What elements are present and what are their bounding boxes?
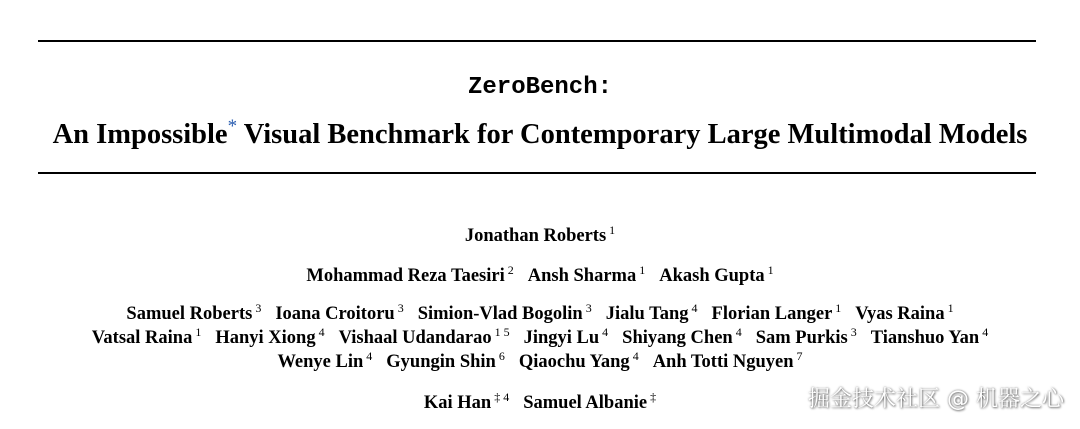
- author-affiliation: 7: [796, 349, 803, 363]
- author-affiliation: 4: [735, 325, 742, 339]
- author: [518, 349, 639, 372]
- author-affiliation: 4: [318, 325, 325, 339]
- author: [527, 263, 646, 286]
- author: [386, 349, 505, 372]
- author: [464, 223, 616, 246]
- title-footnote-star: *: [227, 116, 238, 137]
- paper-title: [0, 110, 1080, 152]
- author-affiliation: 4: [366, 349, 373, 363]
- author: [659, 263, 774, 286]
- bottom-rule: [38, 172, 1036, 174]
- title-part-a: An Impossible: [52, 119, 228, 150]
- author-name: Ansh Sharma: [527, 266, 637, 286]
- author: [523, 390, 657, 413]
- title-part-b: Visual Benchmark for Contemporary Large Multimodal Models: [237, 119, 1028, 150]
- author-name: Samuel Roberts: [126, 304, 253, 324]
- top-rule: [38, 40, 1036, 42]
- author-row: [0, 218, 1080, 248]
- author-name: Akash Gupta: [659, 266, 765, 286]
- author-name: Jonathan Roberts: [464, 226, 607, 246]
- author-name: Anh Totti Nguyen: [652, 352, 794, 372]
- author-name: Kai Han: [423, 393, 492, 413]
- author-name: Gyungin Shin: [386, 352, 496, 372]
- author: [306, 263, 514, 286]
- author-affiliation: 1: [767, 263, 774, 277]
- author-row: [0, 258, 1080, 288]
- paper-title-short: ZeroBench:: [467, 74, 613, 101]
- author-affiliation: 3: [397, 301, 404, 315]
- author-name: Jialu Tang: [605, 304, 689, 324]
- author-name: Vatsal Raina: [91, 328, 193, 348]
- author-affiliation: 1: [195, 325, 202, 339]
- author-affiliation: 2: [507, 263, 514, 277]
- author: [423, 390, 510, 413]
- author-name: Qiaochu Yang: [518, 352, 630, 372]
- author-affiliation: 4: [602, 325, 609, 339]
- author-name: Jingyi Lu: [523, 328, 600, 348]
- author-name: Samuel Albanie: [523, 393, 648, 413]
- author-affiliation: ‡ 4: [494, 390, 510, 404]
- author: [652, 349, 803, 372]
- author-affiliation: 1: [639, 263, 646, 277]
- author-name: Tianshuo Yan: [870, 328, 980, 348]
- watermark: 掘金技术社区 @ 机器之心: [808, 387, 1064, 412]
- author-name: Wenye Lin: [277, 352, 364, 372]
- author-affiliation: 4: [691, 301, 698, 315]
- author-name: Simion-Vlad Bogolin: [417, 304, 583, 324]
- author-row: [0, 344, 1080, 374]
- author-affiliation: 3: [850, 325, 857, 339]
- author-affiliation: 4: [632, 349, 639, 363]
- author-affiliation: 3: [585, 301, 592, 315]
- author-affiliation: 1 5: [494, 325, 510, 339]
- author-affiliation: 3: [255, 301, 262, 315]
- author-affiliation: 4: [982, 325, 989, 339]
- author: [277, 349, 373, 372]
- author-affiliation: 1: [835, 301, 842, 315]
- author-name: Ioana Croitoru: [275, 304, 395, 324]
- author-name: Hanyi Xiong: [215, 328, 316, 348]
- author-affiliation: ‡: [650, 390, 657, 404]
- author-name: Shiyang Chen: [622, 328, 733, 348]
- author-name: Vyas Raina: [855, 304, 945, 324]
- author-affiliation: 1: [947, 301, 954, 315]
- author-affiliation: 1: [609, 223, 616, 237]
- author-name: Mohammad Reza Taesiri: [306, 266, 505, 286]
- author-affiliation: 6: [498, 349, 505, 363]
- author-name: Vishaal Udandarao: [338, 328, 492, 348]
- author-name: Sam Purkis: [755, 328, 848, 348]
- author-name: Florian Langer: [711, 304, 833, 324]
